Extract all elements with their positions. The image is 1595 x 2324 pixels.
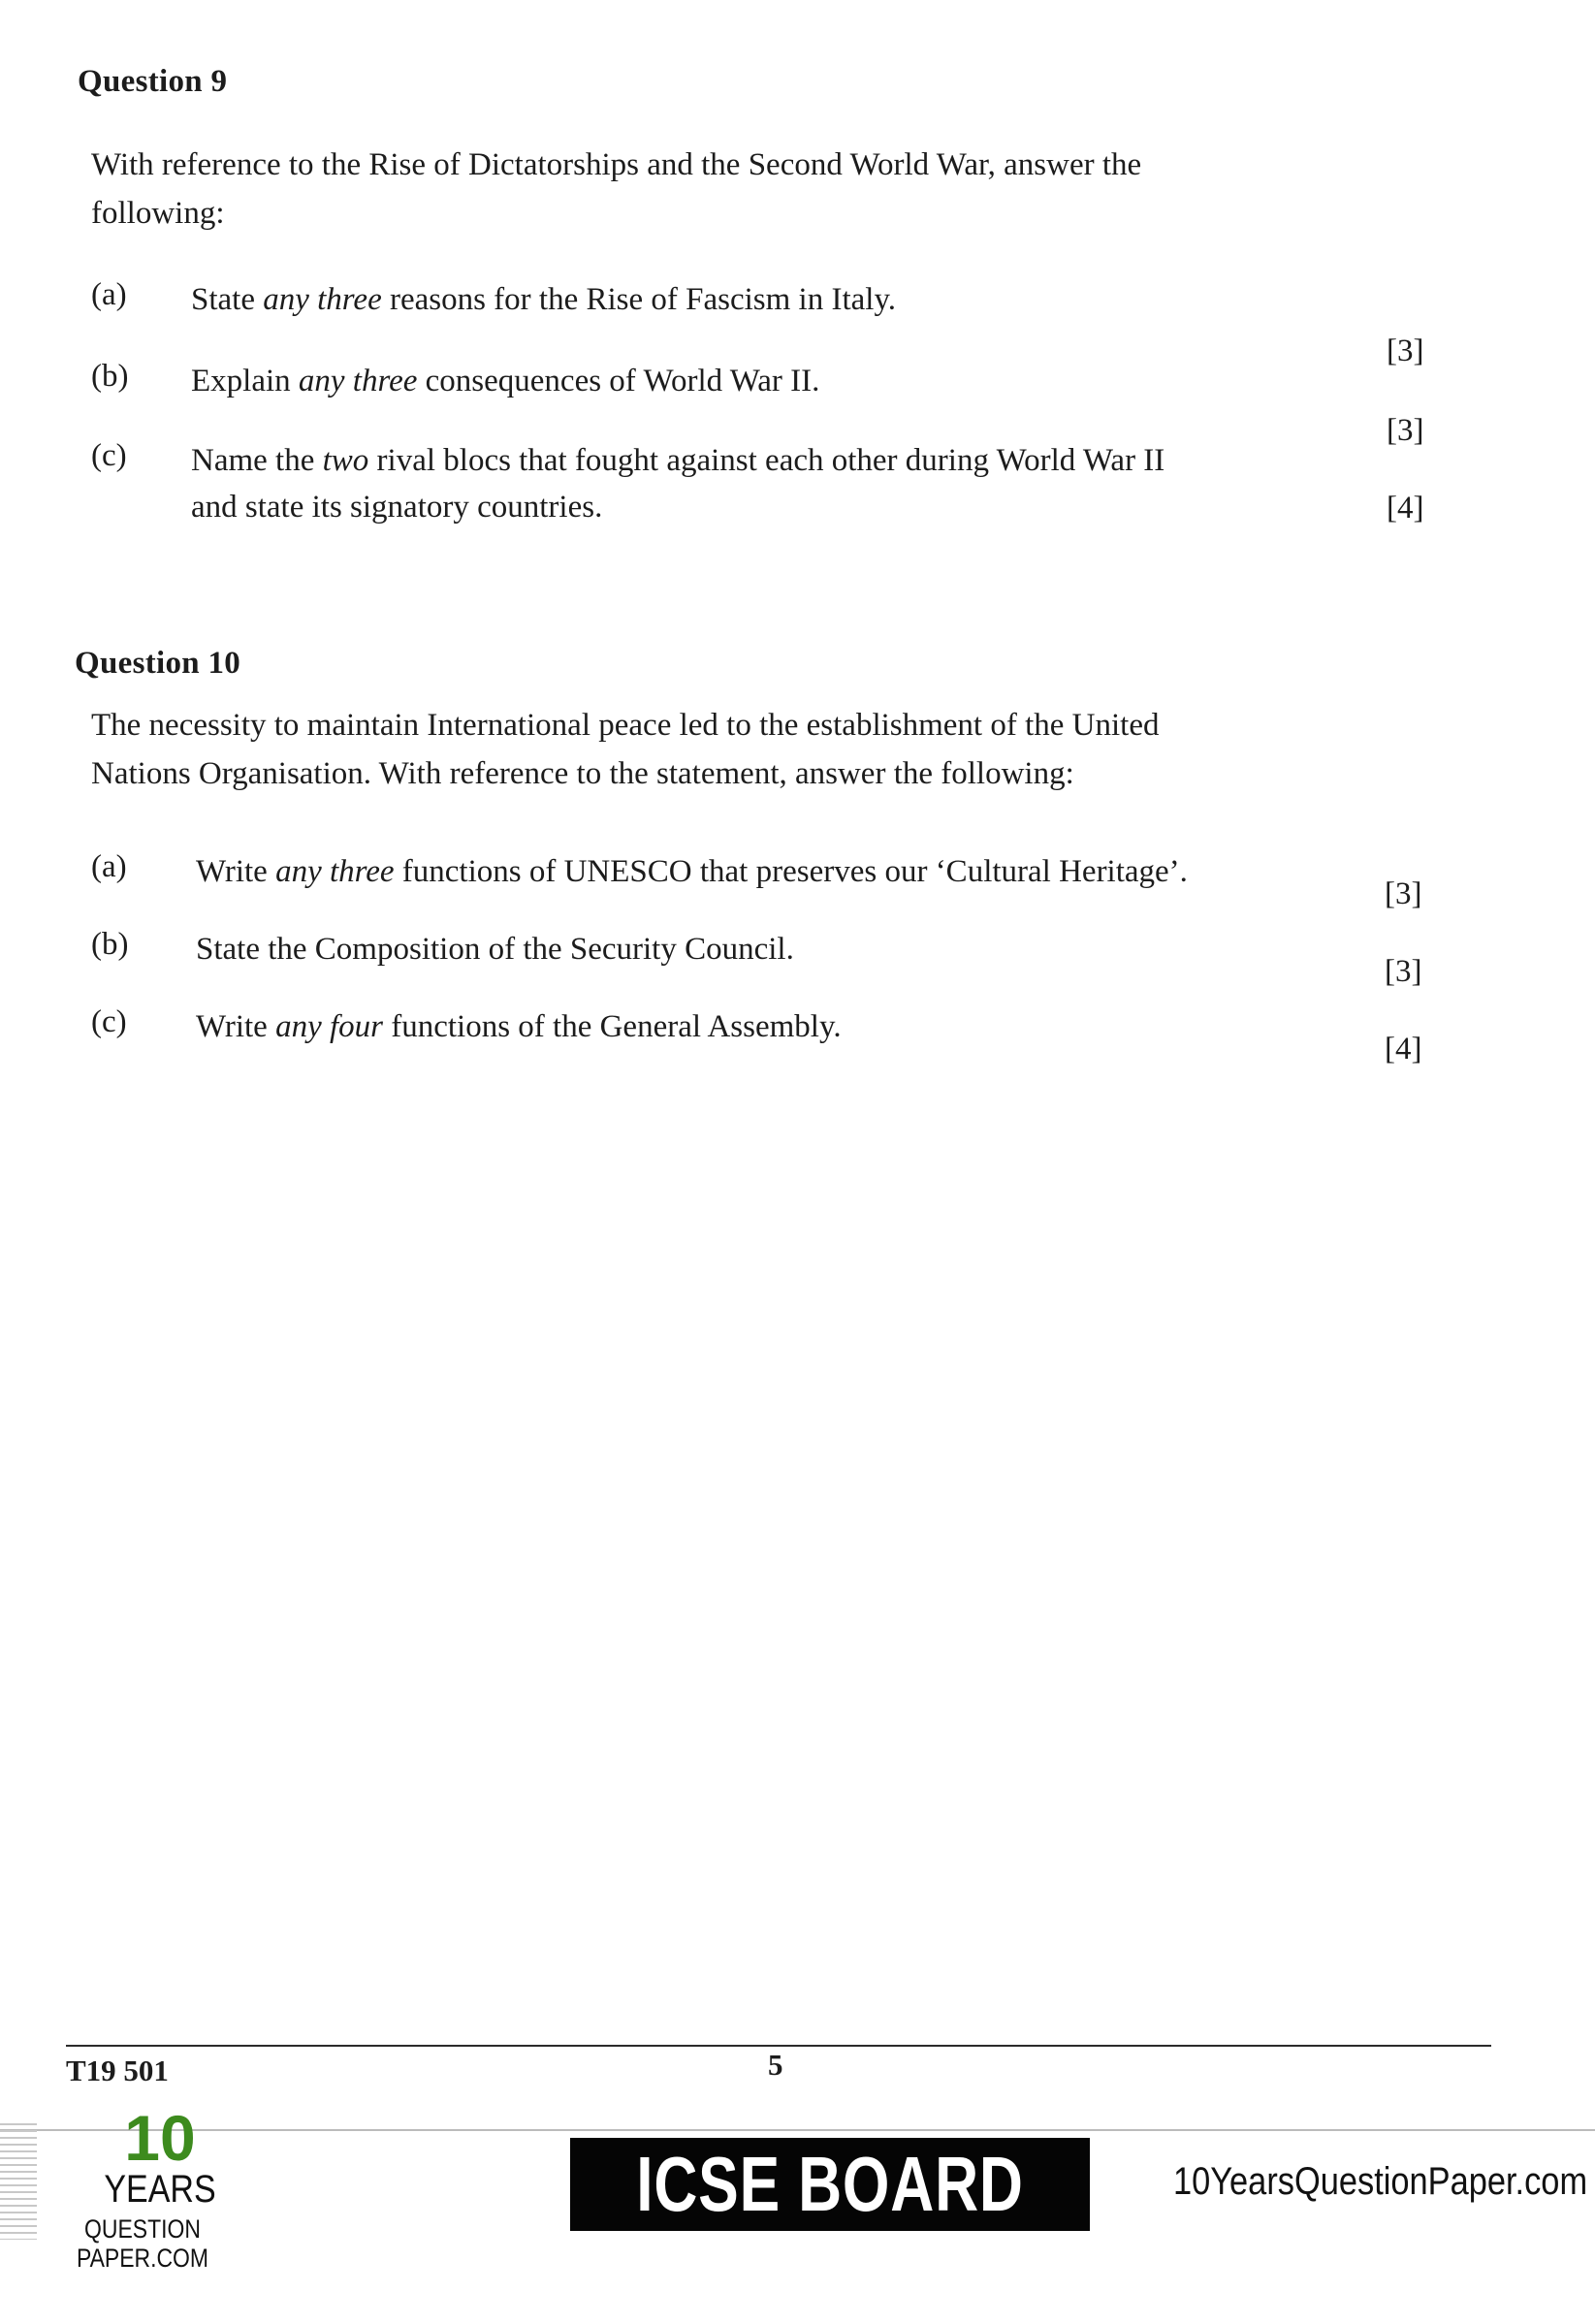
part-label: (c) [91, 438, 127, 473]
marks-badge: [4] [1387, 491, 1424, 525]
logo-number: 10 [124, 2102, 196, 2174]
part-text: Write any four functions of the General Assembly. [196, 1009, 842, 1044]
question-10-intro [91, 702, 1352, 798]
marks-badge: [4] [1385, 1032, 1422, 1066]
part-label: (b) [91, 927, 129, 962]
question-10-heading: Question 10 [75, 646, 241, 681]
part-label: (c) [91, 1004, 127, 1039]
question-9-intro-line-1: With reference to the Rise of Dictatorships and the Second World War, answer the [91, 147, 1142, 182]
part-label: (a) [91, 277, 127, 312]
paper-code: T19 501 [66, 2053, 169, 2087]
marks-badge: [3] [1387, 334, 1424, 368]
question-9-heading: Question 9 [78, 64, 228, 99]
logo-years-text: YEARS [104, 2168, 216, 2211]
board-title-banner [570, 2138, 1090, 2320]
part-text: Write any three functions of UNESCO that preserves our ‘Cultural Heritage’. [196, 854, 1188, 889]
question-9-intro-line-2: following: [91, 195, 225, 231]
banner-top-line [0, 2129, 1595, 2131]
question-10-intro-line-2: Nations Organisation. With reference to the statement, answer the following: [91, 755, 1074, 791]
footer-rule [66, 2045, 1491, 2047]
part-label: (a) [91, 849, 127, 884]
part-text: Explain any three consequences of World War II. [191, 364, 820, 398]
part-label: (b) [91, 359, 129, 394]
part-text: State any three reasons for the Rise of Fascism in Italy. [191, 282, 897, 317]
part-text: State the Composition of the Security Council. [196, 932, 794, 967]
marks-badge: [3] [1387, 413, 1424, 448]
question-10-intro-line-1: The necessity to maintain International peace led to the establishment of the United [91, 708, 1160, 743]
marks-badge: [3] [1385, 954, 1422, 989]
marks-badge: [3] [1385, 876, 1422, 911]
logo-site-text: QUESTION PAPER.COM [76, 2214, 209, 2273]
page-number: 5 [768, 2048, 783, 2082]
part-text: Name the two rival blocs that fought against each other during World War II and state its signatory countries. [191, 443, 1165, 525]
website-text: 10YearsQuestionPaper.com [1173, 2160, 1588, 2203]
question-9-intro [91, 142, 1352, 238]
board-title: ICSE BOARD X [636, 2141, 1024, 2320]
